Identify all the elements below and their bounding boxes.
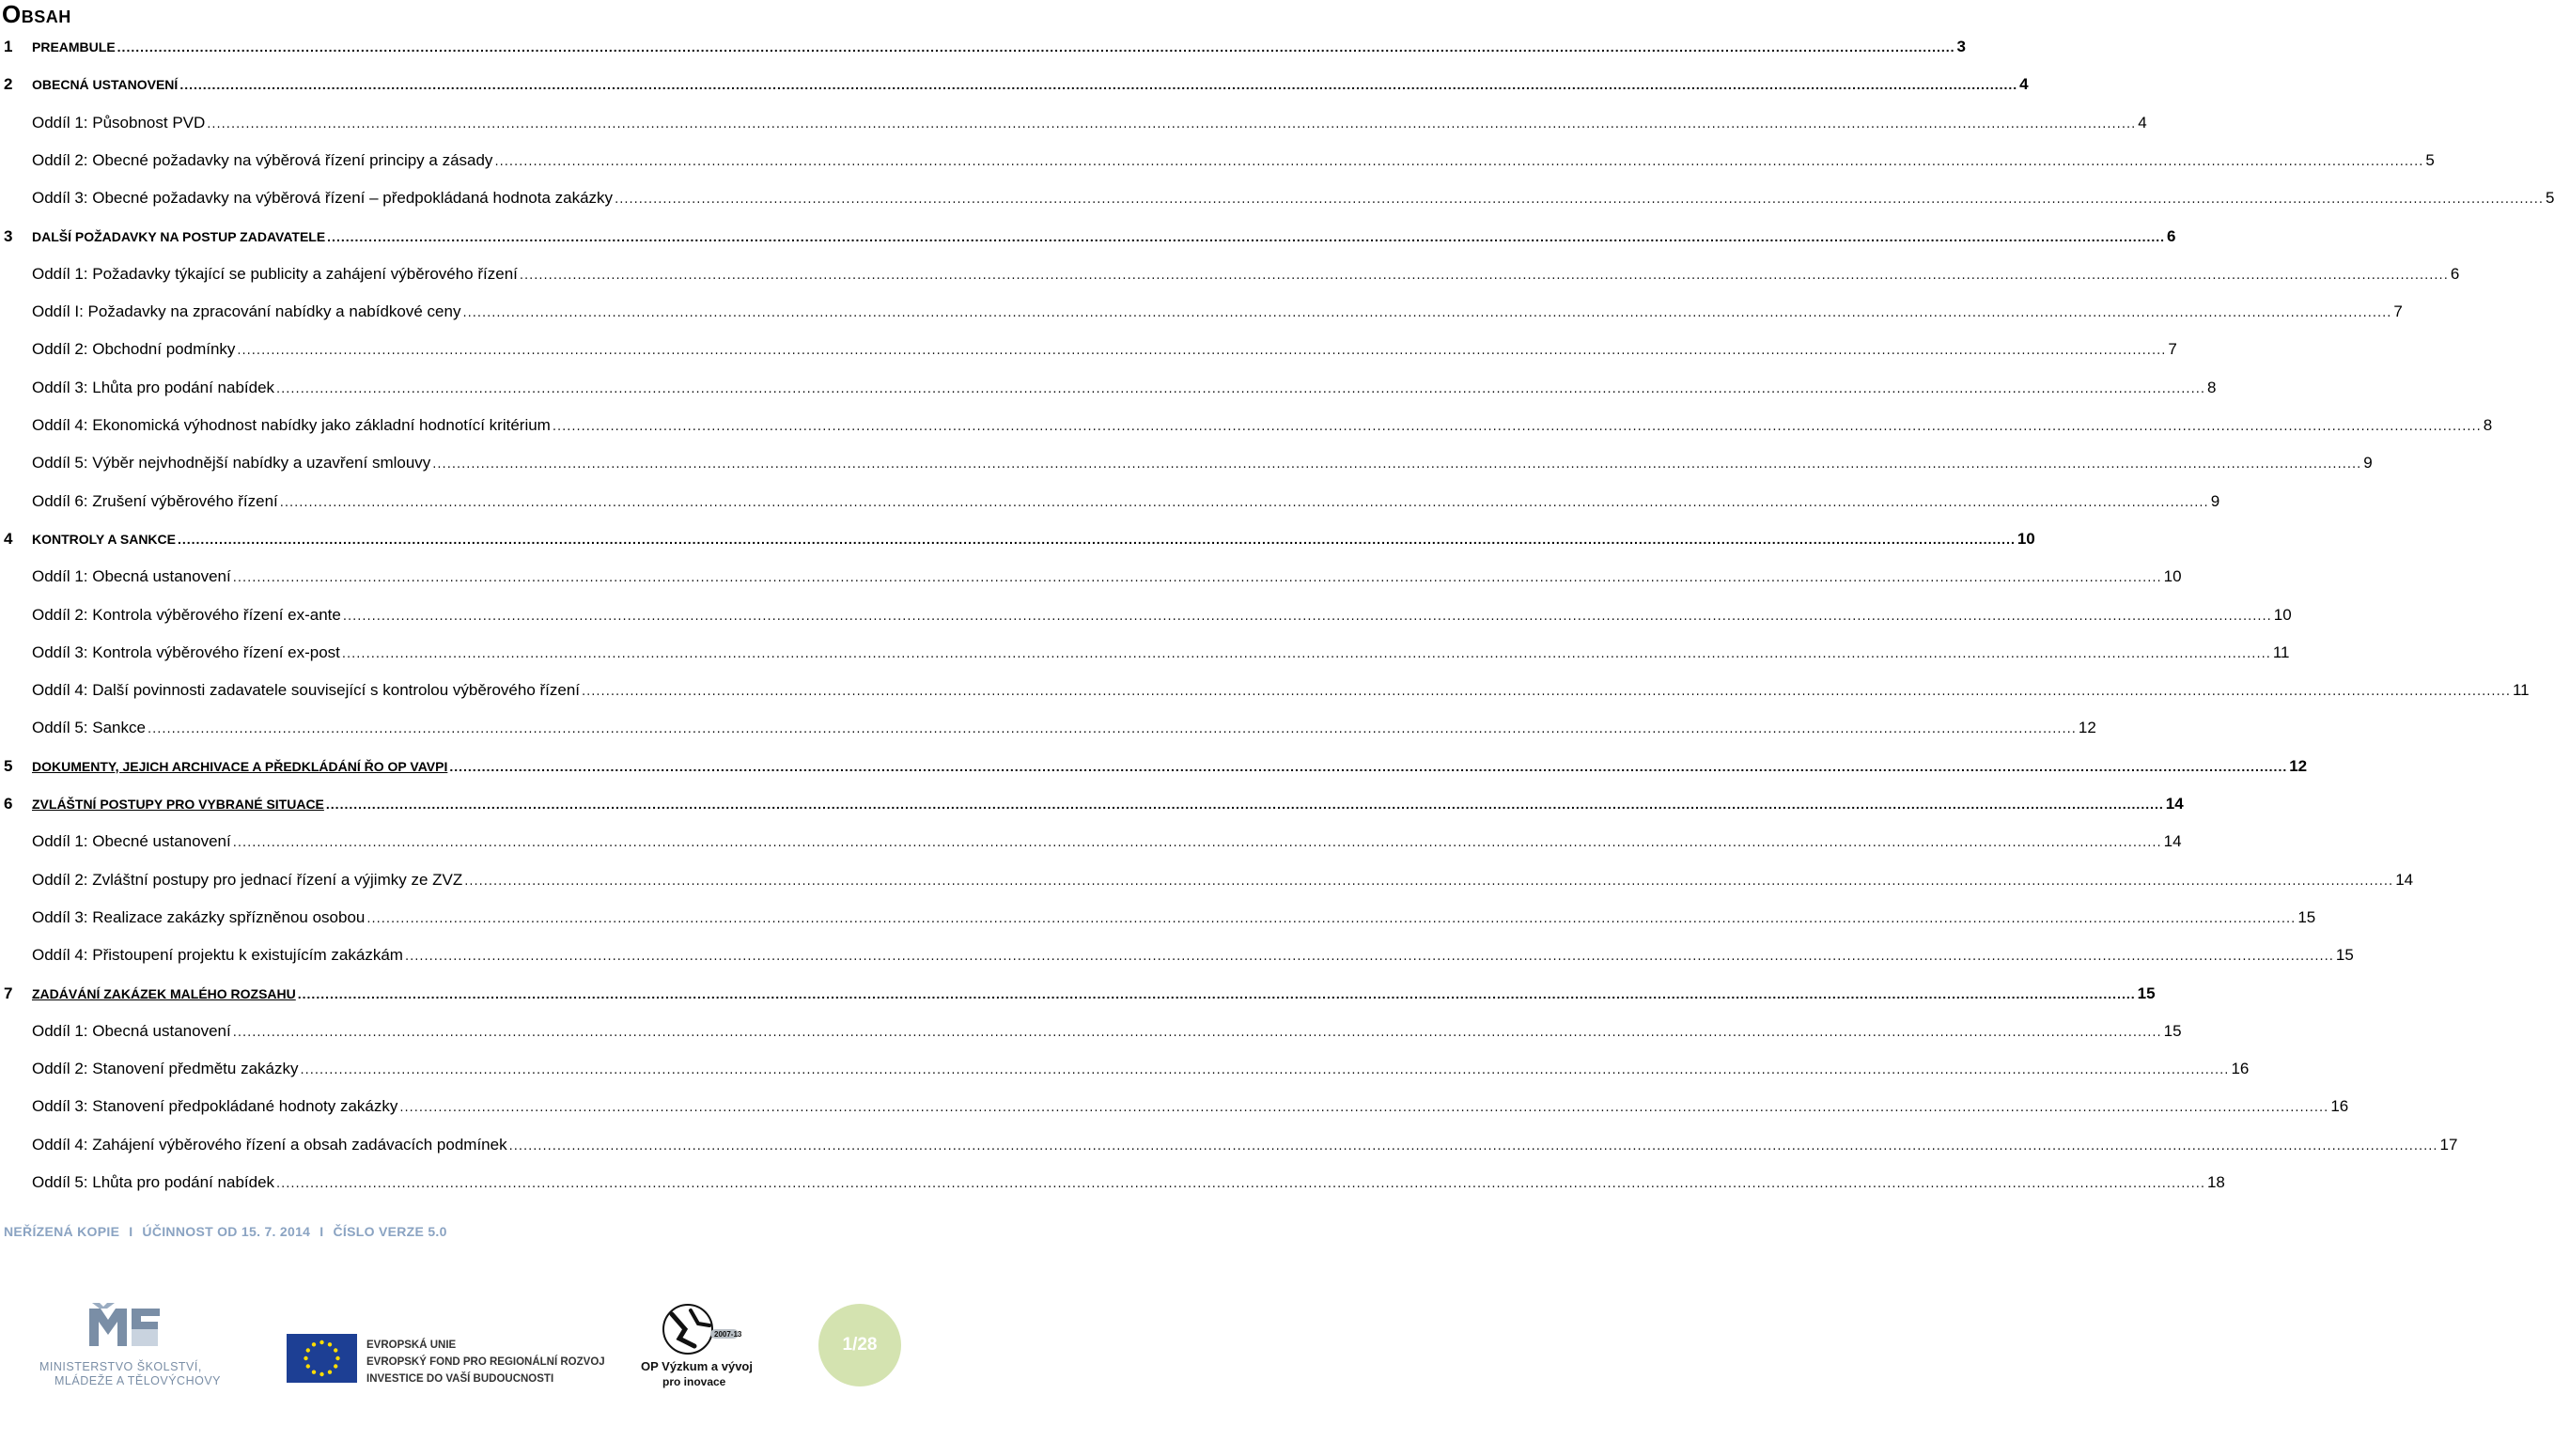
toc-page-number: 3 [1956, 38, 1966, 55]
toc-section-row[interactable] [0, 634, 2290, 672]
toc-entry-line [32, 946, 2354, 965]
toc-entry-line [32, 75, 2029, 94]
toc-entry-line [32, 1097, 2349, 1116]
toc-dot-leader: ................................................................................................................................................................................................................................................................................................................................................................................................................ [449, 758, 2288, 774]
toc-entry-line [32, 795, 2184, 813]
toc-dot-leader: ................................................................................................................................................................................................................................................................................................................................................................................................................ [464, 874, 2394, 889]
toc-page-number: 6 [2450, 264, 2460, 283]
toc-entry-line [32, 1135, 2458, 1154]
toc-dot-leader: ................................................................................................................................................................................................................................................................................................................................................................................................................ [232, 571, 2162, 586]
toc-section-row[interactable] [0, 596, 2292, 634]
toc-entry-line [32, 264, 2460, 284]
toc-entry-label: Oddíl 1: Požadavky týkající se publicity a zahájení výběrového řízení [32, 264, 518, 283]
toc-entry-line [32, 907, 2316, 927]
toc-section-row[interactable] [0, 937, 2354, 974]
toc-entry-label: Oddíl 4: Další povinnosti zadavatele související s kontrolou výběrového řízení [32, 681, 581, 700]
toc-entry-line [32, 719, 2096, 737]
toc-dot-leader: ................................................................................................................................................................................................................................................................................................................................................................................................................ [366, 911, 2297, 926]
toc-entry-label: Oddíl 1: Obecná ustanovení [32, 567, 231, 586]
toc-section-row[interactable] [0, 256, 2460, 293]
toc-entry-line [32, 1021, 2182, 1041]
op-line1: OP Výzkum a vývoj [641, 1359, 753, 1373]
toc-entry-line [32, 38, 1966, 56]
toc-entry-line [32, 1173, 2225, 1192]
toc-section-row[interactable] [0, 899, 2316, 937]
toc-section-row[interactable] [0, 369, 2217, 407]
toc-chapter-number: 3 [4, 226, 13, 245]
op-emblem-icon [663, 1305, 739, 1354]
toc-dot-leader: ................................................................................................................................................................................................................................................................................................................................................................................................................ [552, 420, 2482, 434]
toc-entry-label: Oddíl 4: Přistoupení projektu k existujícím zakázkám [32, 946, 403, 965]
toc-dot-leader: ................................................................................................................................................................................................................................................................................................................................................................................................................ [399, 1101, 2329, 1116]
toc-entry-label: Oddíl I: Požadavky na zpracování nabídky a nabídkové ceny [32, 302, 461, 321]
toc-page-number: 5 [2425, 150, 2435, 169]
eu-star-icon [319, 1372, 323, 1376]
toc-dot-leader: ................................................................................................................................................................................................................................................................................................................................................................................................................ [327, 228, 2166, 244]
toc-page-number: 12 [2078, 719, 2096, 737]
toc-page-number: 15 [2163, 1021, 2182, 1040]
toc-entry-label: Oddíl 6: Zrušení výběrového řízení [32, 491, 278, 510]
toc-section-row[interactable] [0, 1126, 2458, 1164]
toc-entry-line [32, 454, 2373, 472]
toc-entry-label: Oddíl 3: Lhůta pro podání nabídek [32, 378, 275, 396]
toc-section-row[interactable] [0, 444, 2373, 482]
toc-entry-label: OBECNÁ USTANOVENÍ [32, 77, 179, 93]
toc-entry-line [32, 567, 2182, 586]
toc-dot-leader: ................................................................................................................................................................................................................................................................................................................................................................................................................ [519, 268, 2449, 283]
toc-entry-label: Oddíl 2: Zvláštní postupy pro jednací řízení a výjimky ze ZVZ [32, 870, 463, 889]
toc-dot-leader: ................................................................................................................................................................................................................................................................................................................................................................................................................ [117, 39, 1955, 54]
toc-entry-line [32, 681, 2530, 700]
toc-page-number: 9 [2210, 491, 2220, 510]
toc-chapter-number: 4 [4, 529, 13, 548]
toc-page-number: 9 [2363, 454, 2373, 472]
footer-status: NEŘÍZENÁ KOPIE [4, 1224, 120, 1239]
toc-page-number: 16 [2330, 1097, 2349, 1116]
toc-entry-line [32, 378, 2217, 397]
toc-page-number: 10 [2273, 605, 2292, 624]
toc-dot-leader: ................................................................................................................................................................................................................................................................................................................................................................................................................ [237, 344, 2167, 359]
toc-page-number: 10 [2017, 529, 2035, 548]
toc-dot-leader: ................................................................................................................................................................................................................................................................................................................................................................................................................ [342, 609, 2272, 624]
toc-page-number: 18 [2206, 1173, 2225, 1191]
toc-page-number: 8 [2206, 378, 2217, 396]
toc-page-number: 16 [2231, 1060, 2250, 1078]
eu-star-icon [312, 1342, 316, 1346]
toc-chapter-row[interactable] [0, 748, 2308, 785]
toc-chapter-row[interactable] [0, 218, 2176, 256]
toc-entry-line [32, 226, 2176, 246]
toc-chapter-row[interactable] [0, 975, 2156, 1013]
toc-chapter-number: 1 [4, 38, 13, 55]
toc-page-number: 14 [2165, 795, 2184, 813]
toc-entry-line [32, 529, 2035, 549]
toc-entry-line [32, 643, 2290, 662]
toc-chapter-number: 7 [4, 984, 13, 1002]
toc-section-row[interactable] [0, 672, 2530, 709]
toc-dot-leader: ................................................................................................................................................................................................................................................................................................................................................................................................................ [232, 836, 2162, 851]
toc-page-number: 15 [2297, 907, 2316, 926]
toc-dot-leader: ................................................................................................................................................................................................................................................................................................................................................................................................................ [177, 531, 2016, 547]
eu-star-icon [334, 1364, 337, 1368]
toc-dot-leader: ................................................................................................................................................................................................................................................................................................................................................................................................................ [404, 950, 2334, 965]
toc-entry-label: KONTROLY A SANKCE [32, 531, 176, 547]
op-years: 2007-13 [714, 1330, 742, 1339]
eu-star-icon [319, 1340, 323, 1344]
eu-star-icon [304, 1356, 307, 1360]
toc-chapter-row[interactable] [0, 66, 2029, 103]
toc-page-number: 4 [2138, 113, 2147, 132]
toc-entry-label: Oddíl 2: Obecné požadavky na výběrová řízení principy a zásady [32, 150, 493, 169]
toc-page-number: 11 [2512, 681, 2530, 700]
toc-entry-line [32, 984, 2156, 1003]
toc-page-number: 4 [2019, 75, 2029, 94]
toc-entry-label: DALŠÍ POŽADAVKY NA POSTUP ZADAVATELE [32, 228, 326, 244]
msmt-name-line1: MINISTERSTVO ŠKOLSTVÍ, [39, 1360, 202, 1373]
toc-section-row[interactable] [0, 1013, 2182, 1050]
toc-chapter-row[interactable] [0, 520, 2035, 558]
footer-version: ČÍSLO VERZE 5.0 [333, 1224, 447, 1239]
toc-page-number: 10 [2163, 567, 2182, 586]
toc-section-row[interactable] [0, 331, 2177, 368]
toc-entry-label: Oddíl 1: Obecné ustanovení [32, 832, 231, 851]
toc-page-number: 7 [2168, 340, 2177, 359]
toc-page-number: 5 [2546, 189, 2554, 208]
toc-section-row[interactable] [0, 1050, 2250, 1088]
toc-dot-leader: ................................................................................................................................................................................................................................................................................................................................................................................................................ [341, 646, 2271, 661]
toc-dot-leader: ................................................................................................................................................................................................................................................................................................................................................................................................................ [276, 381, 2205, 396]
msmt-name-line2: MLÁDEŽE A TĚLOVÝCHOVY [55, 1374, 221, 1387]
toc-section-row[interactable] [0, 1088, 2349, 1125]
toc-page-number: 15 [2335, 946, 2354, 965]
toc-entry-line [32, 1060, 2250, 1078]
toc-section-row[interactable] [0, 407, 2493, 444]
toc-entry-line [32, 189, 2554, 208]
toc-chapter-number: 6 [4, 795, 13, 813]
toc-section-row[interactable] [0, 293, 2403, 331]
footer-separator: I [129, 1224, 133, 1239]
toc-entry-line [32, 832, 2182, 851]
toc-entry-label: Oddíl 1: Obecná ustanovení [32, 1021, 231, 1040]
toc-dot-leader: ................................................................................................................................................................................................................................................................................................................................................................................................................ [432, 457, 2362, 472]
toc-entry-label: Oddíl 3: Realizace zakázky spřízněnou osobou [32, 907, 366, 926]
eu-star-icon [306, 1348, 310, 1352]
toc-page-number: 17 [2439, 1135, 2458, 1154]
toc-section-row[interactable] [0, 558, 2182, 596]
footer-document-info [4, 1224, 447, 1239]
toc-page-number: 14 [2395, 870, 2414, 889]
toc-dot-leader: ................................................................................................................................................................................................................................................................................................................................................................................................................ [582, 685, 2511, 700]
toc-section-row[interactable] [0, 709, 2096, 747]
toc-page-number: 12 [2289, 756, 2308, 775]
toc-entry-label: Oddíl 5: Sankce [32, 719, 146, 737]
toc-entry-label: DOKUMENTY, JEJICH ARCHIVACE A PŘEDKLÁDÁNÍ ŘO OP VAVPI [32, 758, 448, 774]
toc-page-number: 15 [2137, 984, 2156, 1002]
toc-dot-leader: ................................................................................................................................................................................................................................................................................................................................................................................................................ [232, 1025, 2162, 1040]
toc-entry-line [32, 302, 2403, 321]
toc-chapter-row[interactable] [0, 28, 1966, 66]
eu-star-icon [312, 1371, 316, 1374]
toc-entry-label: Oddíl 5: Výběr nejvhodnější nabídky a uzavření smlouvy [32, 454, 431, 472]
toc-entry-label: Oddíl 3: Stanovení předpokládané hodnoty zakázky [32, 1097, 398, 1116]
msmt-logo [38, 1301, 221, 1390]
toc-page-number: 6 [2167, 226, 2176, 245]
eu-star-icon [328, 1342, 332, 1346]
toc-dot-leader: ................................................................................................................................................................................................................................................................................................................................................................................................................ [279, 495, 2209, 510]
toc-entry-label: Oddíl 3: Kontrola výběrového řízení ex-post [32, 643, 340, 661]
toc-entry-line [32, 870, 2414, 890]
toc-entry-label: Oddíl 1: Působnost PVD [32, 113, 206, 132]
toc-dot-leader: ................................................................................................................................................................................................................................................................................................................................................................................................................ [276, 1177, 2205, 1191]
toc-entry-line [32, 150, 2435, 170]
toc-entry-label: Oddíl 4: Ekonomická výhodnost nabídky jako základní hodnotící kritérium [32, 416, 551, 434]
toc-section-row[interactable] [0, 142, 2435, 179]
toc-entry-label: PREAMBULE [32, 39, 116, 54]
toc-section-row[interactable] [0, 179, 2554, 217]
op-line2: pro inovace [662, 1375, 726, 1388]
toc-page-number: 8 [2483, 416, 2493, 434]
toc-entry-label: ZVLÁŠTNÍ POSTUPY PRO VYBRANÉ SITUACE [32, 797, 324, 812]
eu-star-icon [306, 1364, 310, 1368]
toc-section-row[interactable] [0, 483, 2220, 520]
toc-entry-line [32, 491, 2220, 511]
toc-dot-leader: ................................................................................................................................................................................................................................................................................................................................................................................................................ [325, 797, 2164, 812]
toc-section-row[interactable] [0, 861, 2414, 899]
toc-dot-leader: ................................................................................................................................................................................................................................................................................................................................................................................................................ [508, 1138, 2438, 1154]
toc-entry-line [32, 416, 2493, 435]
page-number-badge: 1/28 [818, 1304, 901, 1386]
toc-entry-label: Oddíl 2: Kontrola výběrového řízení ex-ante [32, 605, 341, 624]
toc-section-row[interactable] [0, 1164, 2225, 1201]
eu-star-icon [334, 1348, 337, 1352]
toc-section-row[interactable] [0, 104, 2147, 142]
toc-entry-line [32, 340, 2177, 359]
toc-dot-leader: ................................................................................................................................................................................................................................................................................................................................................................................................................ [297, 985, 2136, 1001]
toc-entry-label: Oddíl 2: Obchodní podmínky [32, 340, 236, 359]
toc-entry-label: Oddíl 4: Zahájení výběrového řízení a obsah zadávacích podmínek [32, 1135, 507, 1154]
toc-entry-label: Oddíl 5: Lhůta pro podání nabídek [32, 1173, 275, 1191]
toc-entry-label: Oddíl 2: Stanovení předmětu zakázky [32, 1060, 299, 1078]
eu-star-icon [328, 1371, 332, 1374]
toc-dot-leader: ................................................................................................................................................................................................................................................................................................................................................................................................................ [615, 193, 2544, 208]
page-title: Obsah [2, 0, 71, 28]
eu-logo [282, 1329, 605, 1395]
toc-entry-line [32, 605, 2292, 625]
toc-dot-leader: ................................................................................................................................................................................................................................................................................................................................................................................................................ [494, 154, 2424, 169]
eu-line2: EVROPSKÝ FOND PRO REGIONÁLNÍ ROZVOJ [366, 1356, 605, 1368]
footer-separator: I [319, 1224, 324, 1239]
eu-line1: EVROPSKÁ UNIE [366, 1340, 457, 1351]
toc-chapter-number: 5 [4, 756, 13, 775]
toc-dot-leader: ................................................................................................................................................................................................................................................................................................................................................................................................................ [300, 1063, 2230, 1078]
op-vavpi-logo [639, 1301, 761, 1395]
toc-entry-line [32, 113, 2147, 132]
toc-page-number: 7 [2393, 302, 2403, 321]
toc-chapter-number: 2 [4, 75, 13, 94]
toc-page-number: 11 [2272, 643, 2290, 661]
toc-entry-label: ZADÁVÁNÍ ZAKÁZEK MALÉHO ROZSAHU [32, 985, 296, 1001]
toc-dot-leader: ................................................................................................................................................................................................................................................................................................................................................................................................................ [147, 722, 2077, 737]
toc-dot-leader: ................................................................................................................................................................................................................................................................................................................................................................................................................ [462, 306, 2392, 321]
toc-entry-line [32, 756, 2308, 776]
toc-dot-leader: ................................................................................................................................................................................................................................................................................................................................................................................................................ [179, 77, 2018, 93]
toc-page-number: 14 [2163, 832, 2182, 851]
footer-effective-date: ÚČINNOST OD 15. 7. 2014 [142, 1224, 311, 1239]
eu-star-icon [335, 1356, 339, 1360]
toc-entry-label: Oddíl 3: Obecné požadavky na výběrová řízení – předpokládaná hodnota zakázky [32, 189, 614, 208]
eu-line3: INVESTICE DO VAŠÍ BUDOUCNOSTI [366, 1373, 554, 1385]
toc-section-row[interactable] [0, 823, 2182, 860]
toc-chapter-row[interactable] [0, 785, 2184, 823]
toc-dot-leader: ................................................................................................................................................................................................................................................................................................................................................................................................................ [207, 116, 2137, 132]
